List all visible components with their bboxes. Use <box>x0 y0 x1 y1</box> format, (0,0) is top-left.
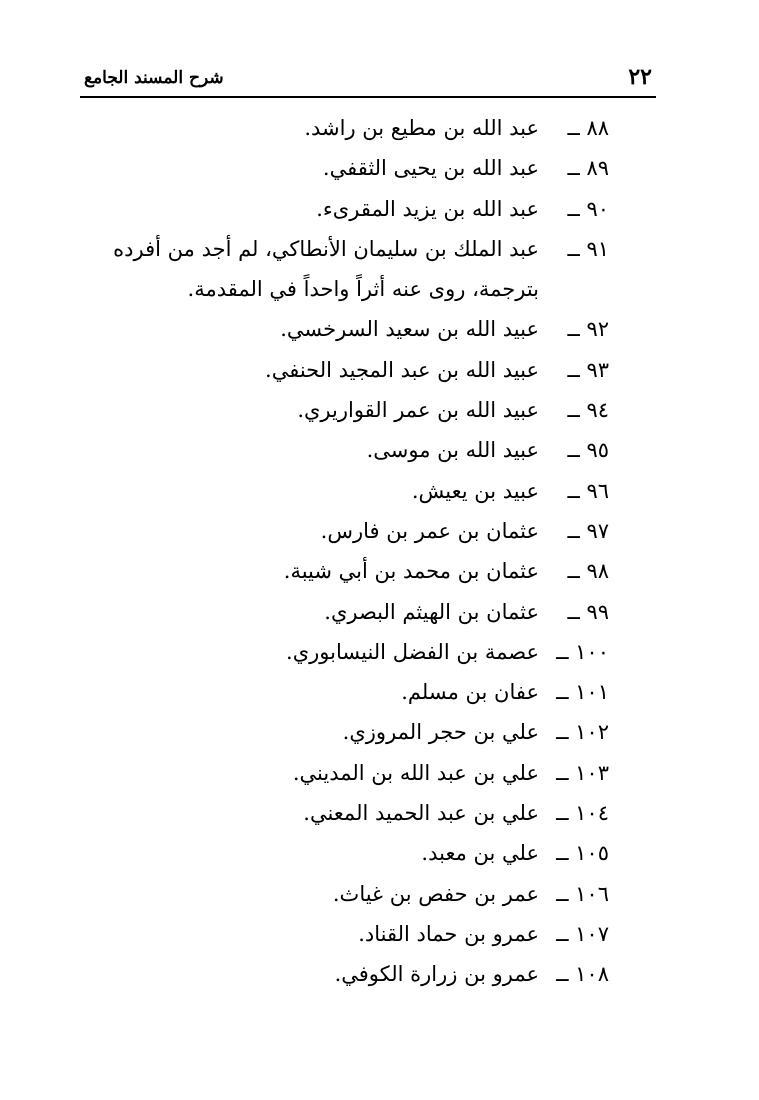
list-item <box>60 874 609 914</box>
list-item <box>60 753 609 793</box>
entry-text: عصمة بن الفضل النيسابوري. <box>286 639 539 664</box>
entry-number: ١٠٨ ــ <box>556 962 609 987</box>
list-item <box>60 793 609 833</box>
list-item <box>60 471 609 511</box>
entry-text: عثمان بن عمر بن فارس. <box>320 518 539 543</box>
entry-text: علي بن معبد. <box>421 841 539 866</box>
entry-text: عثمان بن الهيثم البصري. <box>324 599 539 624</box>
list-item <box>60 511 609 551</box>
list-item <box>60 148 609 188</box>
narrator-list <box>60 108 609 995</box>
entry-text: عبد الله بن مطيع بن راشد. <box>304 116 539 140</box>
running-title: شرح المسند الجامع <box>84 68 224 88</box>
entry-number: ١٠٥ ــ <box>556 841 609 866</box>
entry-text: عمرو بن زرارة الكوفي. <box>334 962 539 987</box>
list-item <box>60 712 609 752</box>
page-header <box>80 62 656 98</box>
list-item <box>60 592 609 632</box>
list-item <box>60 632 609 672</box>
entry-text: علي بن حجر المروزي. <box>342 720 539 745</box>
entry-number: ٩١ ــ <box>567 236 609 261</box>
entry-number: ٩٠ ــ <box>567 196 609 221</box>
list-item <box>60 430 609 470</box>
entry-number: ٩٣ ــ <box>567 357 609 382</box>
entry-number: ١٠٧ ــ <box>556 921 609 946</box>
entry-number: ١٠٠ ــ <box>556 639 609 664</box>
list-item <box>60 672 609 712</box>
list-item <box>60 108 609 148</box>
entry-number: ١٠٣ ــ <box>556 760 609 785</box>
entry-text: علي بن عبد الله بن المديني. <box>292 760 539 785</box>
entry-text: عثمان بن محمد بن أبي شيبة. <box>283 559 539 584</box>
entry-text: عبيد الله بن عمر القواريري. <box>297 398 539 423</box>
list-item <box>60 551 609 591</box>
list-item <box>60 229 609 310</box>
entry-text: عمر بن حفص بن غياث. <box>332 881 539 906</box>
entry-number: ١٠٤ ــ <box>556 801 609 826</box>
entry-number: ٩٩ ــ <box>567 599 609 624</box>
entry-number: ٩٥ ــ <box>567 438 609 463</box>
entry-text: عفان بن مسلم. <box>401 680 539 705</box>
entry-number: ٩٧ ــ <box>567 518 609 543</box>
list-item <box>60 833 609 873</box>
list-item <box>60 350 609 390</box>
page-number: ٢٢ <box>628 64 652 90</box>
list-item <box>60 390 609 430</box>
entry-text: عبيد الله بن موسى. <box>366 438 539 463</box>
entry-number: ٨٩ ــ <box>567 156 609 181</box>
entry-text: عبيد بن يعيش. <box>411 478 539 503</box>
entry-number: ٩٦ ــ <box>567 478 609 503</box>
entry-number: ١٠٦ ــ <box>556 881 609 906</box>
entry-number: ٩٤ ــ <box>567 398 609 423</box>
entry-text: عبيد الله بن سعيد السرخسي. <box>280 317 539 342</box>
entry-text: علي بن عبد الحميد المعني. <box>303 801 539 826</box>
entry-text: عبد الله بن يزيد المقرىء. <box>316 196 539 221</box>
entry-number: ٨٨ ــ <box>567 116 609 140</box>
entry-text: عبد الملك بن سليمان الأنطاكي، لم أجد من أفرده بترجمة، روى عنه أثراً واحداً في المقدمة. <box>113 236 539 302</box>
entry-number: ١٠١ ــ <box>556 680 609 705</box>
list-item <box>60 189 609 229</box>
entry-number: ٩٨ ــ <box>567 559 609 584</box>
entry-number: ٩٢ ــ <box>567 317 609 342</box>
entry-number: ١٠٢ ــ <box>556 720 609 745</box>
entry-text: عبيد الله بن عبد المجيد الحنفي. <box>265 357 539 382</box>
list-item <box>60 954 609 994</box>
list-item <box>60 914 609 954</box>
entry-text: عمرو بن حماد القناد. <box>358 921 539 946</box>
entry-text: عبد الله بن يحيى الثقفي. <box>322 156 539 181</box>
list-item <box>60 309 609 349</box>
